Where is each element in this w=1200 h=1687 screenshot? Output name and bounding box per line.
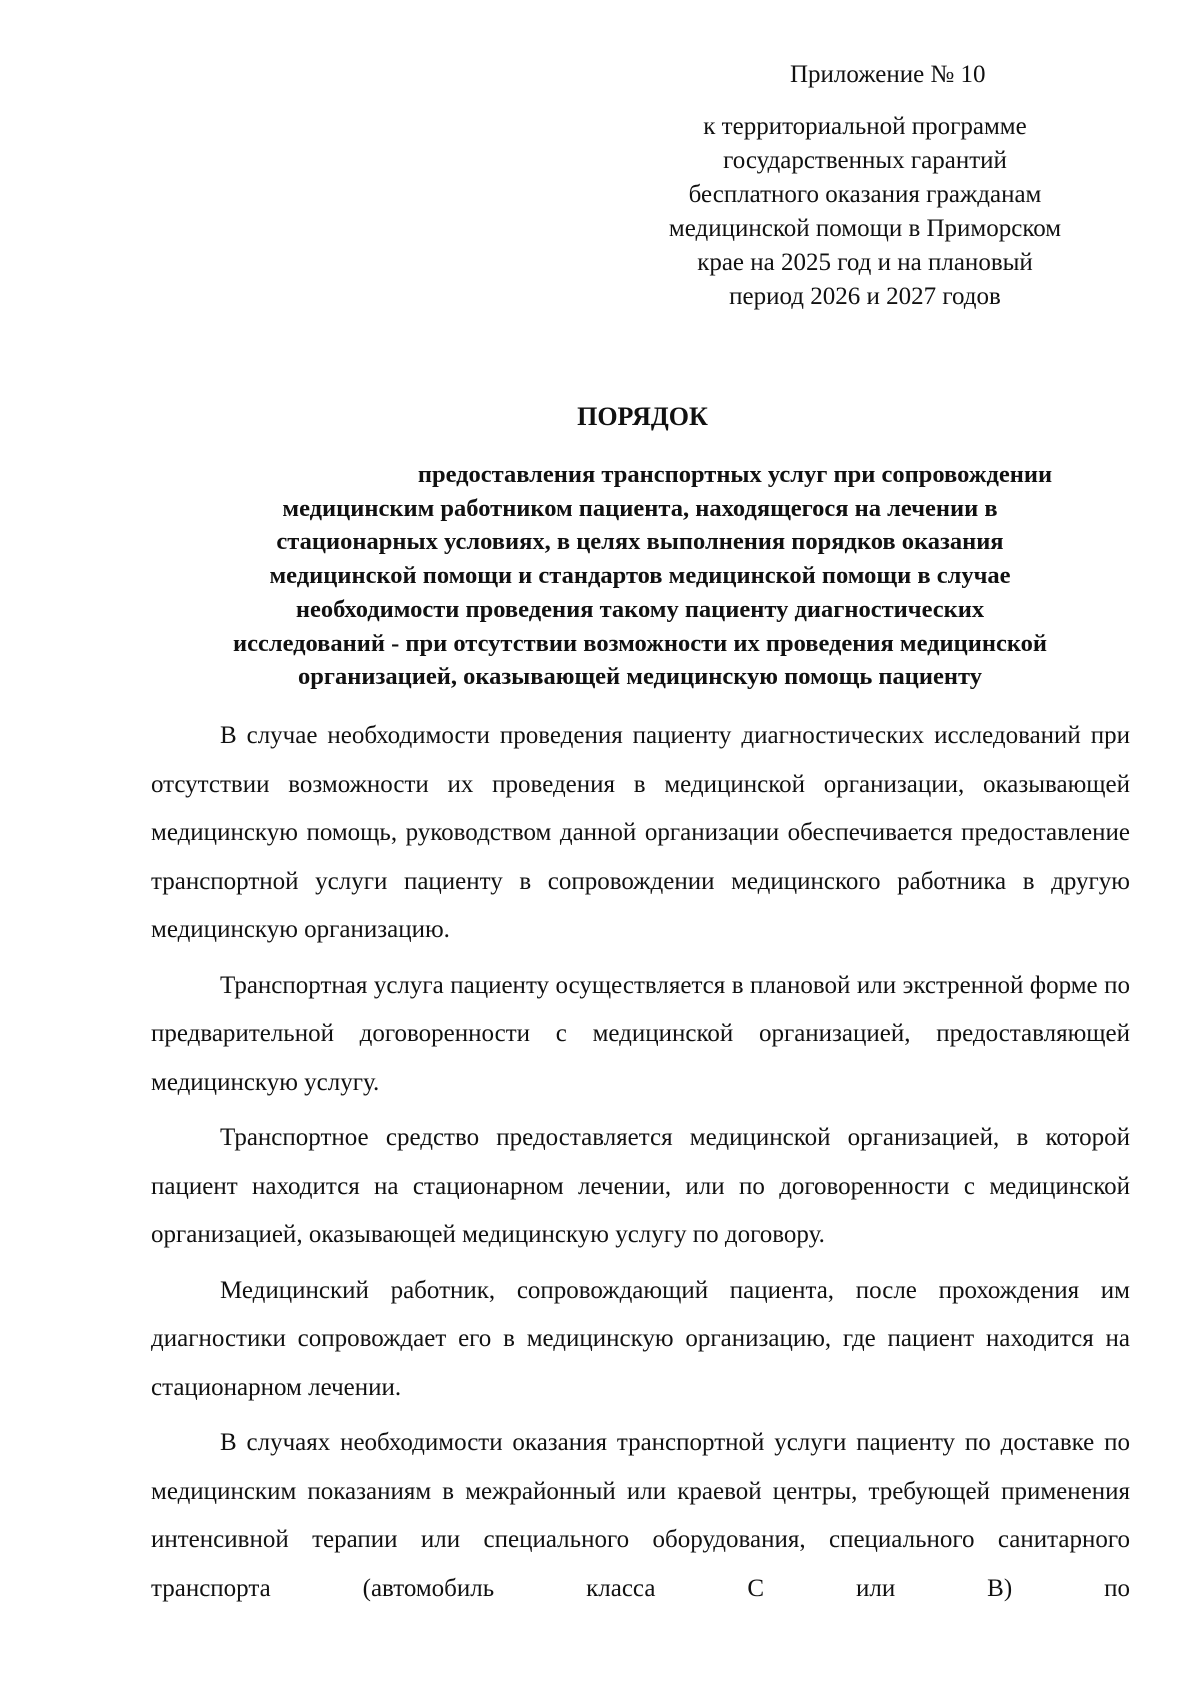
appendix-line: период 2026 и 2027 годов	[729, 283, 1001, 310]
body-paragraph: В случаях необходимости оказания транспортной услуги пациенту по доставке по медицинским показаниям в межрайонный или краевой центры, требующей применения интенсивной терапии или специального оборудования, специального санитарного транспорта (автомобиль класса С или В) по	[151, 1429, 1130, 1602]
document-title: ПОРЯДОК	[577, 402, 708, 431]
body-paragraph: В случае необходимости проведения пациенту диагностических исследований при отсутствии возможности их проведения в медицинской организации, оказывающей медицинскую помощь, руководством данной организации обеспечивается предоставление транспортной услуги пациенту в сопровождении медицинского работника в другую медицинскую организацию.	[151, 722, 1130, 943]
subtitle-line: предоставления транспортных услуг при сопровождении	[417, 461, 1053, 488]
appendix-line: к территориальной программе	[703, 113, 1027, 140]
appendix-line: крае на 2025 год и на плановый	[697, 249, 1033, 276]
subtitle-line: медицинской помощи и стандартов медицинской помощи в случае	[269, 562, 1011, 590]
subtitle-line: исследований - при отсутствии возможности их проведения медицинской	[232, 629, 1048, 657]
appendix-reference	[600, 110, 1130, 314]
document-body	[151, 712, 1130, 1613]
appendix-line: бесплатного оказания гражданам	[688, 181, 1042, 208]
appendix-label: Приложение № 10	[790, 61, 986, 88]
appendix-line: медицинской помощи в Приморском	[668, 215, 1062, 242]
body-paragraph: Транспортная услуга пациенту осуществляется в плановой или экстренной форме по предварительной договоренности с медицинской организацией, предоставляющей медицинскую услугу.	[151, 971, 1130, 1096]
document-subtitle	[150, 458, 1130, 694]
subtitle-line: медицинским работником пациента, находящегося на лечении в	[282, 494, 998, 522]
subtitle-line: необходимости проведения такому пациенту диагностических	[295, 595, 985, 623]
subtitle-line: организацией, оказывающей медицинскую помощь пациенту	[298, 663, 982, 691]
subtitle-line: стационарных условиях, в целях выполнения порядков оказания	[276, 528, 1004, 556]
appendix-line: государственных гарантий	[723, 147, 1007, 174]
body-paragraph: Медицинский работник, сопровождающий пациента, после прохождения им диагностики сопровождает его в медицинскую организацию, где пациент находится на стационарном лечении.	[151, 1276, 1130, 1401]
body-paragraph: Транспортное средство предоставляется медицинской организацией, в которой пациент находится на стационарном лечении, или по договоренности с медицинской организацией, оказывающей медицинскую услугу по договору.	[151, 1124, 1130, 1248]
